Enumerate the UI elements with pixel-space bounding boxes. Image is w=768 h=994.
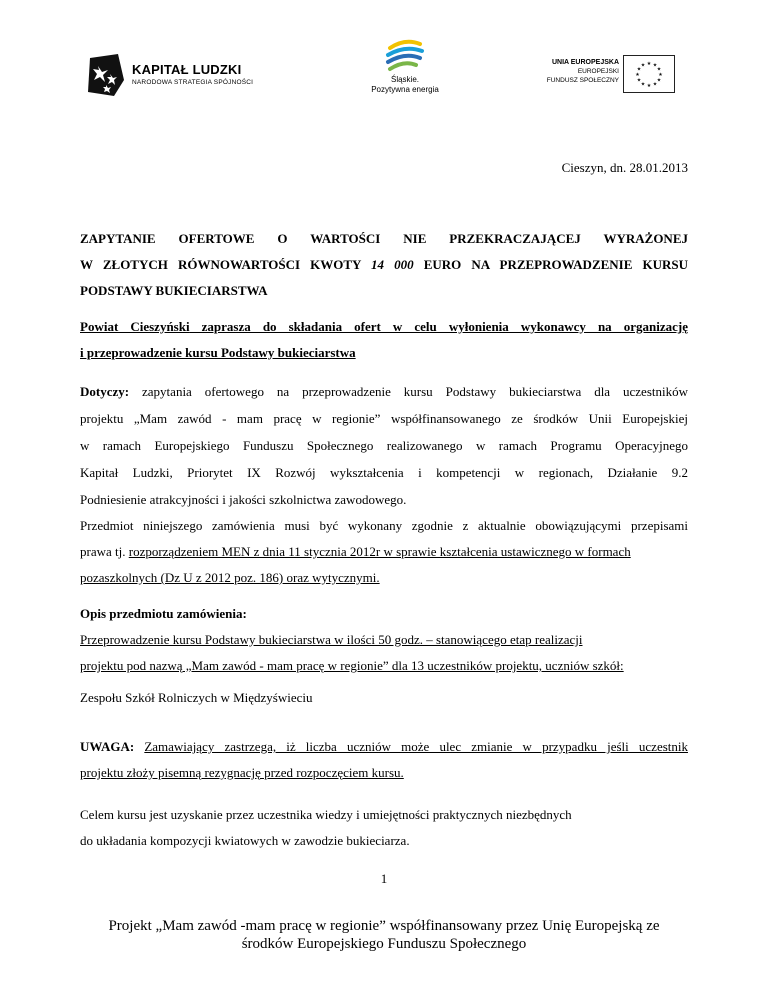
svg-text:★: ★ (658, 72, 663, 78)
title-amount: 14 000 (371, 257, 414, 272)
przedmiot-paragraph (80, 513, 688, 591)
title-line-1: ZAPYTANIE OFERTOWE O WARTOŚCI NIE PRZEKRACZAJĄCEJ WYRAŻONEJ (80, 231, 688, 246)
dotyczy-label: Dotyczy: (80, 384, 130, 399)
svg-text:★: ★ (646, 83, 652, 89)
eu-fund-label-2: FUNDUSZ SPOŁECZNY (546, 77, 619, 84)
svg-text:★: ★ (652, 81, 658, 88)
dotyczy-line-4: Kapitał Ludzki, Priorytet IX Rozwój wykształcenia i kompetencji w regionach, Działanie 9.2 (80, 465, 688, 480)
title-line-2-b: EURO NA PRZEPROWADZENIE KURSU (413, 257, 688, 272)
svg-text:★: ★ (646, 61, 652, 67)
invitation-line-2: i przeprowadzenie kursu Podstawy bukieciarstwa (80, 345, 356, 360)
przedmiot-line-2-a: prawa tj. (80, 544, 129, 559)
dotyczy-line-3: w ramach Europejskiego Funduszu Społecznego realizowanego w ramach Programu Operacyjnego (80, 438, 688, 453)
slaskie-slogan: Pozytywna energia (371, 85, 439, 94)
eu-flag-icon (623, 55, 675, 93)
uwaga-text-1: Zamawiający zastrzega, iż liczba uczniów może ulec zmianie w przypadku jeśli uczestnik (144, 739, 688, 754)
przedmiot-line-1: Przedmiot niniejszego zamówienia musi być wykonany zgodnie z aktualnie obowiązującymi przepisami (80, 518, 688, 533)
kapital-ludzki-subtitle: NARODOWA STRATEGIA SPÓJNOŚCI (132, 79, 254, 86)
page-number: 1 (380, 871, 388, 886)
title-line-2-a: W ZŁOTYCH RÓWNOWARTOŚCI KWOTY (80, 257, 372, 272)
document-title (80, 226, 688, 304)
header-logos (0, 38, 768, 108)
invitation-text: zaprasza do składania ofert w celu wyłonienia wykonawcy na organizację (189, 319, 688, 334)
svg-text:★: ★ (652, 62, 658, 69)
dotyczy-line-5: Podniesienie atrakcyjności i jakości szkolnictwa zawodowego. (80, 492, 407, 507)
invitation-paragraph (80, 314, 688, 366)
svg-text:★: ★ (640, 81, 646, 88)
dotyczy-paragraph (80, 378, 688, 513)
celem-line-1: Celem kursu jest uzyskanie przez uczestnika wiedzy i umiejętności praktycznych niezbędnych (80, 807, 572, 822)
svg-text:★: ★ (635, 72, 640, 78)
invitation-line-1 (80, 314, 688, 340)
school-name: Zespołu Szkół Rolniczych w Międzyświeciu (80, 690, 313, 705)
dotyczy-text-1: zapytania ofertowego na przeprowadzenie kursu Podstawy bukieciarstwa dla uczestników (129, 384, 688, 399)
eu-text (547, 58, 619, 85)
dotyczy-line-1 (80, 378, 688, 405)
slaskie-logo (360, 38, 450, 103)
przedmiot-line-2 (80, 539, 688, 565)
celem-line-2: do układania kompozycji kwiatowych w zawodzie bukieciarza. (80, 833, 410, 848)
opis-line-1: Przeprowadzenie kursu Podstawy bukieciarstwa w ilości 50 godz. – stanowiącego etap realizacji (80, 632, 583, 647)
footer-line-1: Projekt „Mam zawód -mam pracę w regionie” współfinansowany przez Unię Europejską ze (108, 918, 660, 934)
opis-line-2: projektu pod nazwą „Mam zawód - mam pracę w regionie” dla 13 uczestników projektu, uczniów szkół: (80, 658, 624, 673)
footer-line-2: środków Europejskiego Funduszu Społecznego (241, 936, 527, 952)
eu-logo (515, 55, 675, 95)
opis-label: Opis przedmiotu zamówienia: (80, 606, 247, 621)
invitation-issuer: Powiat Cieszyński (80, 319, 190, 334)
svg-text:★: ★ (656, 66, 662, 73)
regulation-reference: rozporządzeniem MEN z dnia 11 stycznia 2012r w sprawie kształcenia ustawicznego w formach (128, 544, 631, 559)
opis-paragraph (80, 601, 688, 679)
uwaga-line-2: projektu złoży pisemną rezygnację przed rozpoczęciem kursu. (80, 765, 404, 780)
celem-paragraph (80, 802, 688, 854)
title-line-3: PODSTAWY BUKIECIARSTWA (80, 283, 268, 298)
slaskie-waves-icon (360, 38, 450, 74)
document-date: Cieszyn, dn. 28.01.2013 (561, 160, 688, 175)
uwaga-line-1 (80, 734, 688, 760)
uwaga-paragraph (80, 734, 688, 786)
svg-text:★: ★ (636, 77, 642, 84)
kapital-ludzki-emblem-icon (84, 50, 128, 100)
eu-fund-label-1: EUROPEJSKI (577, 68, 619, 75)
kapital-ludzki-logo (84, 50, 274, 100)
kapital-ludzki-title: KAPITAŁ LUDZKI (132, 62, 242, 77)
svg-text:★: ★ (656, 77, 662, 84)
svg-text:★: ★ (636, 66, 642, 73)
uwaga-label: UWAGA: (80, 739, 135, 754)
eu-union-label: UNIA EUROPEJSKA (551, 59, 619, 66)
title-line-2 (80, 252, 688, 278)
svg-text:★: ★ (640, 62, 646, 69)
dotyczy-line-2: projektu „Mam zawód - mam pracę w regionie” współfinansowanego ze środków Unii Europejskiej (80, 411, 688, 426)
przedmiot-line-3: pozaszkolnych (Dz U z 2012 poz. 186) oraz wytycznymi. (80, 570, 380, 585)
slaskie-text: Śląskie. (390, 75, 419, 84)
page-footer (0, 917, 768, 953)
